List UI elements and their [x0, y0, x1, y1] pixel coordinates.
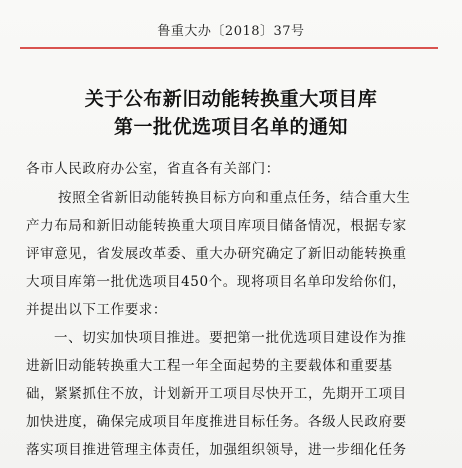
salutation: 各市人民政府办公室，省直各有关部门：	[26, 161, 280, 177]
body-line: 并提出以下工作要求：	[26, 302, 167, 318]
document-title-line-1: 关于公布新旧动能转换重大项目库	[84, 88, 378, 110]
document-number: 鲁重大办〔2018〕37号	[157, 24, 305, 39]
body-line: 产力布局和新旧动能转换重大项目库项目储备情况，根据专家	[26, 218, 407, 234]
body-line: 落实项目推进管理主体责任，加强组织领导，进一步细化任务	[26, 442, 407, 458]
body-line: 进新旧动能转换重大工程一年全面起势的主要载体和重要基	[26, 358, 393, 374]
body-line: 础，紧紧抓住不放，计划新开工项目尽快开工，先期开工项目	[26, 386, 407, 402]
body-line: 大项目库第一批优选项目450个。现将项目名单印发给你们，	[26, 274, 407, 290]
body-line: 按照全省新旧动能转换目标方向和重点任务，结合重大生	[58, 190, 411, 206]
document-title-line-2: 第一批优选项目名单的通知	[113, 116, 348, 138]
body-line: 评审意见，省发展改革委、重大办研究确定了新旧动能转换重	[26, 246, 407, 262]
body-line: 一、切实加快项目推进。要把第一批优选项目建设作为推	[54, 330, 407, 346]
body-line: 加快进度，确保完成项目年度推进目标任务。各级人民政府要	[26, 414, 407, 430]
red-divider-line	[20, 47, 438, 49]
